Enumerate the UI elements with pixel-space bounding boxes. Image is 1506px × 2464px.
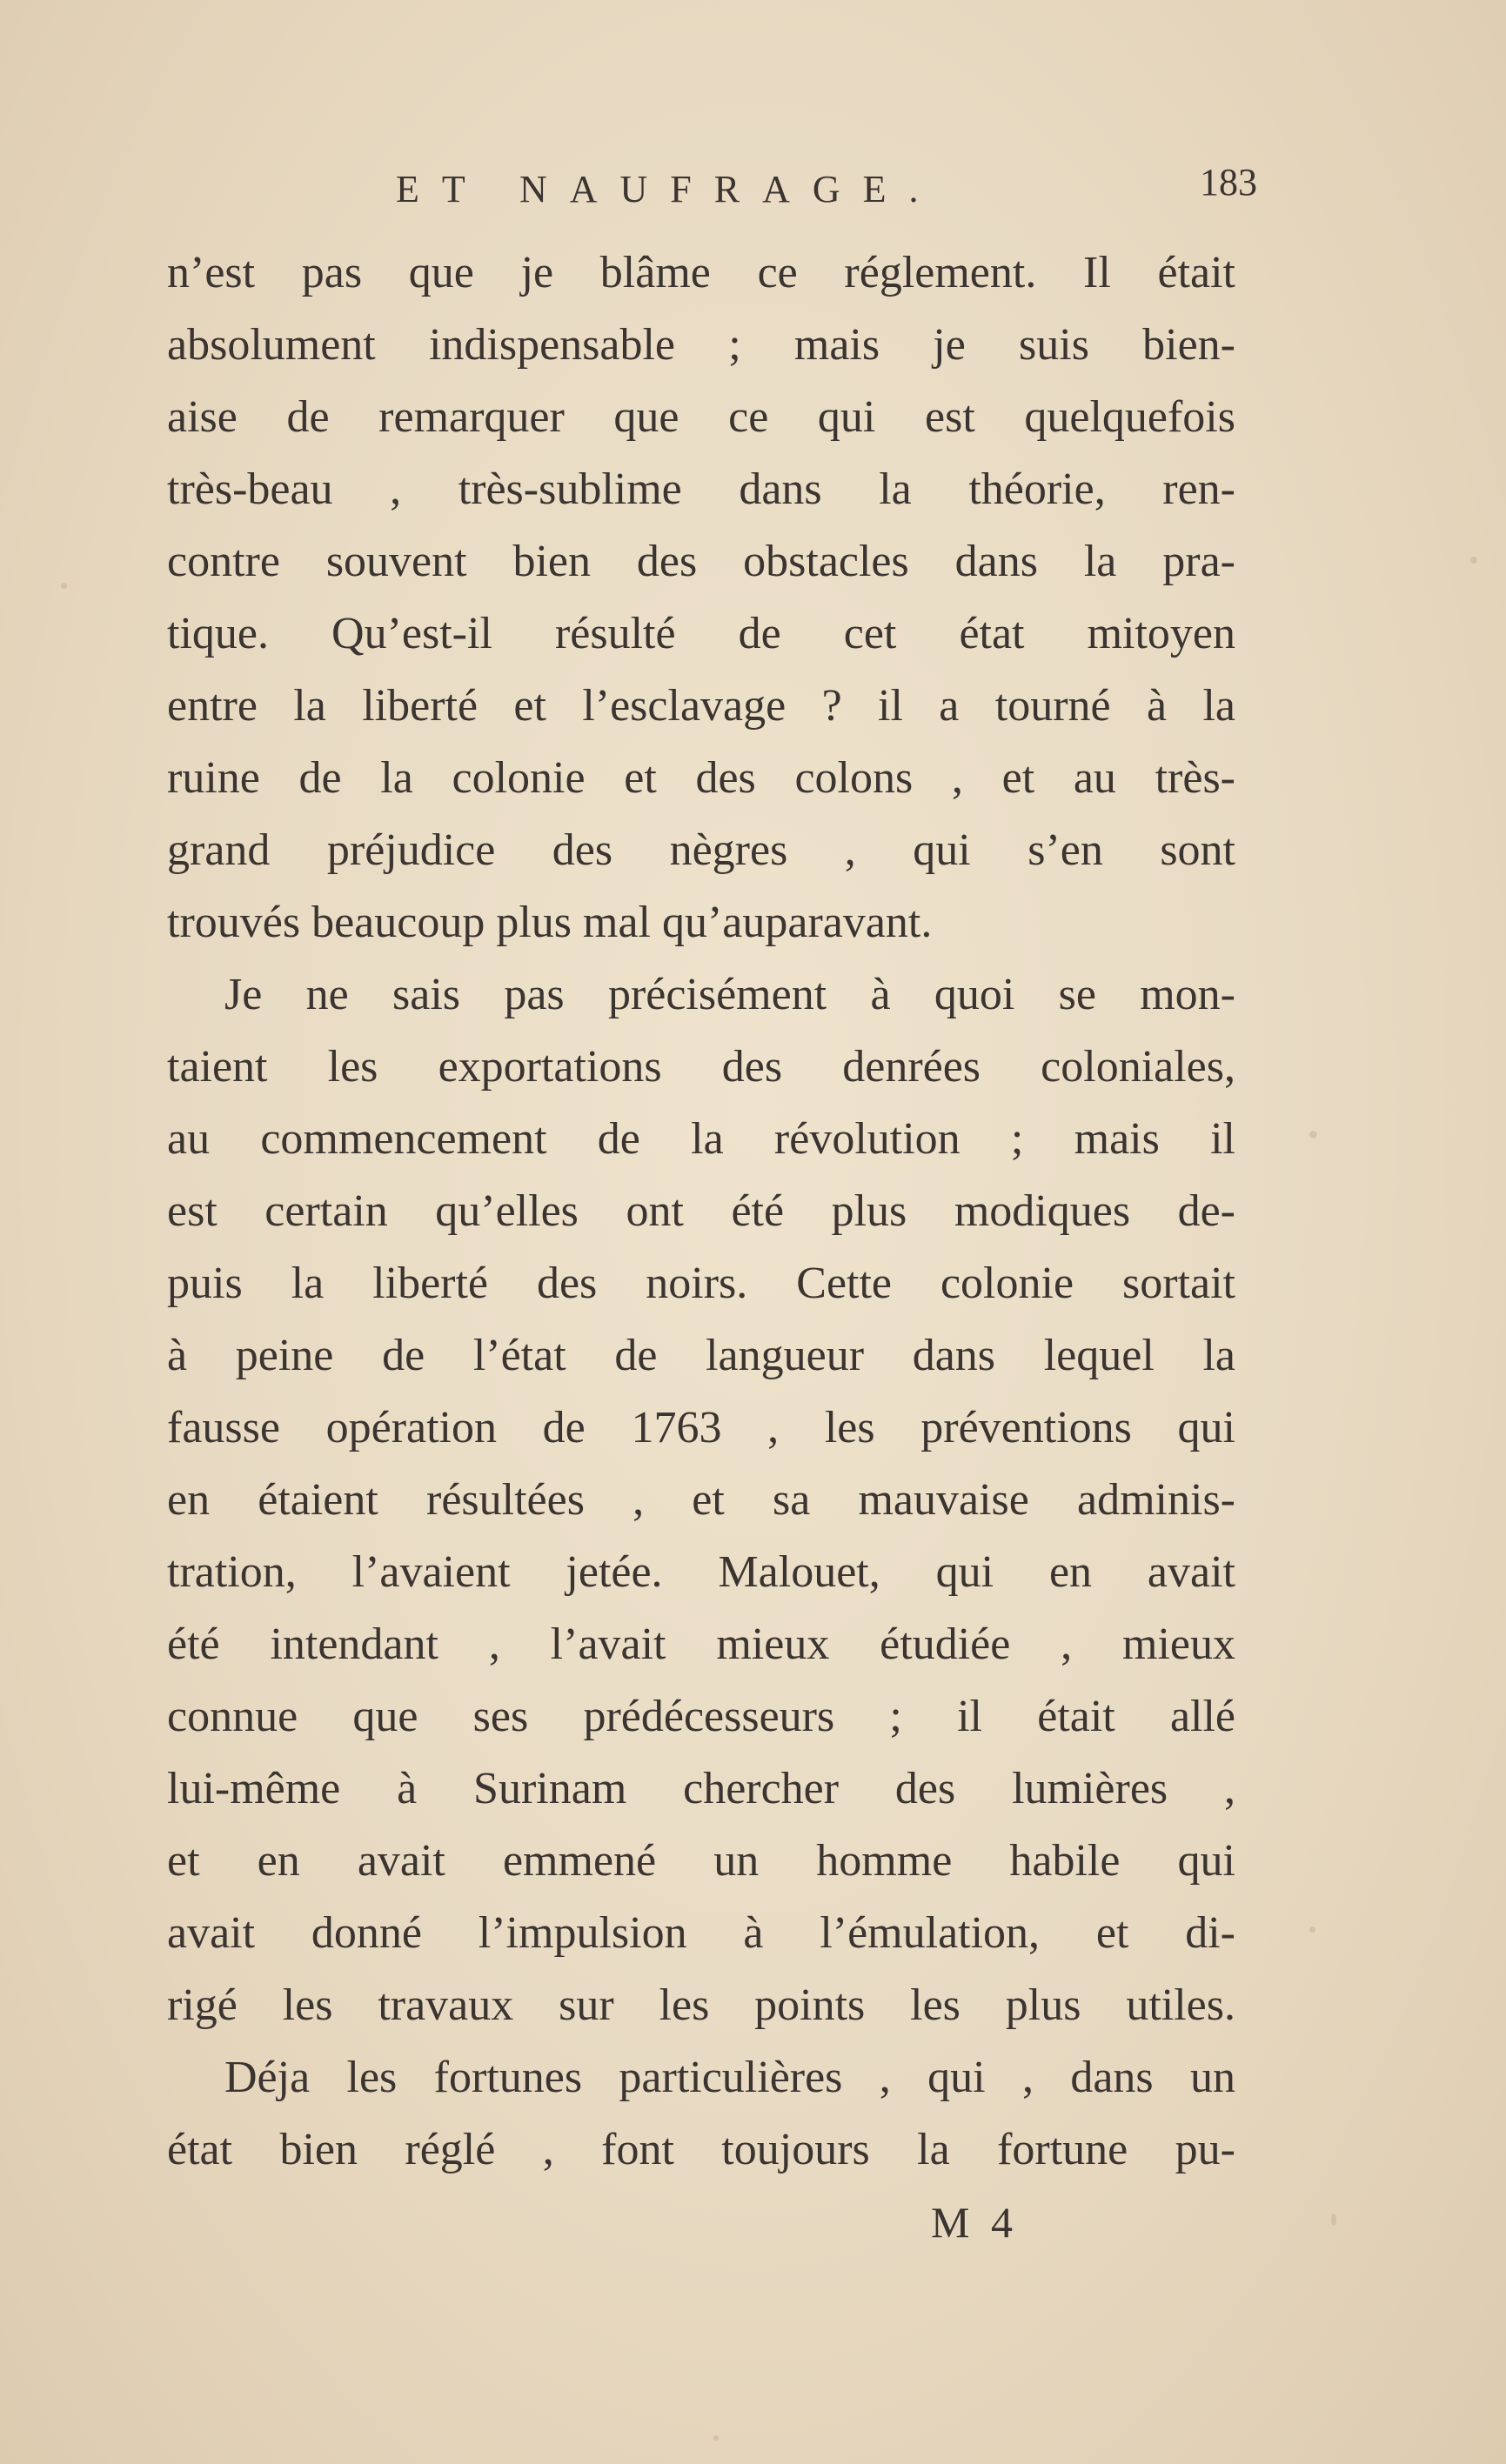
foxing-spot — [61, 583, 67, 589]
text-line: Déja les fortunes particulières , qui , dans un — [224, 2053, 1235, 2102]
text-line: et en avait emmené un homme habile qui — [167, 1836, 1235, 1886]
text-line: avait donné l’impulsion à l’émulation, et di- — [167, 1908, 1235, 1958]
text-line: rigé les travaux sur les points les plus utiles. — [167, 1980, 1235, 2030]
text-line: absolument indispensable ; mais je suis bien- — [167, 320, 1235, 370]
foxing-spot — [1331, 2214, 1336, 2226]
running-title: ET NAUFRAGE. — [396, 168, 941, 210]
foxing-spot — [1309, 1131, 1317, 1139]
foxing-spot — [1470, 557, 1477, 564]
text-line: est certain qu’elles ont été plus modiques de- — [167, 1186, 1235, 1236]
text-line: état bien réglé , font toujours la fortune pu- — [167, 2125, 1235, 2174]
text-line: trouvés beaucoup plus mal qu’auparavant. — [167, 898, 933, 947]
text-line: en étaient résultées , et sa mauvaise adminis- — [167, 1475, 1235, 1525]
text-line: tration, l’avaient jetée. Malouet, qui en avait — [167, 1547, 1235, 1597]
body-text — [167, 237, 1235, 2186]
signature-mark: M 4 — [931, 2198, 1018, 2247]
text-line: ruine de la colonie et des colons , et au très- — [167, 753, 1235, 803]
text-line: Je ne sais pas précisément à quoi se mon- — [224, 970, 1235, 1019]
text-line: taient les exportations des denrées coloniales, — [167, 1042, 1235, 1092]
text-line: puis la liberté des noirs. Cette colonie sortait — [167, 1259, 1235, 1308]
text-line: connue que ses prédécesseurs ; il était allé — [167, 1692, 1235, 1741]
text-line: très-beau , très-sublime dans la théorie, ren- — [167, 464, 1235, 514]
text-line: entre la liberté et l’esclavage ? il a tourné à la — [167, 681, 1235, 731]
text-line: tique. Qu’est-il résulté de cet état mitoyen — [167, 609, 1235, 658]
foxing-spot — [1309, 1926, 1315, 1933]
text-line: à peine de l’état de langueur dans lequel la — [167, 1331, 1235, 1380]
text-line: contre souvent bien des obstacles dans la pra- — [167, 537, 1235, 586]
page-header — [396, 155, 1257, 224]
page-number: 183 — [1200, 161, 1257, 204]
text-line: aise de remarquer que ce qui est quelquefois — [167, 392, 1235, 442]
text-line: lui-même à Surinam chercher des lumières , — [167, 1764, 1235, 1813]
text-line: été intendant , l’avait mieux étudiée , mieux — [167, 1619, 1235, 1669]
text-line: grand préjudice des nègres , qui s’en sont — [167, 825, 1235, 875]
text-line: fausse opération de 1763 , les préventions qui — [167, 1403, 1235, 1452]
text-line: n’est pas que je blâme ce réglement. Il était — [167, 248, 1235, 297]
foxing-spot — [713, 2435, 719, 2441]
text-line: au commencement de la révolution ; mais il — [167, 1114, 1235, 1164]
